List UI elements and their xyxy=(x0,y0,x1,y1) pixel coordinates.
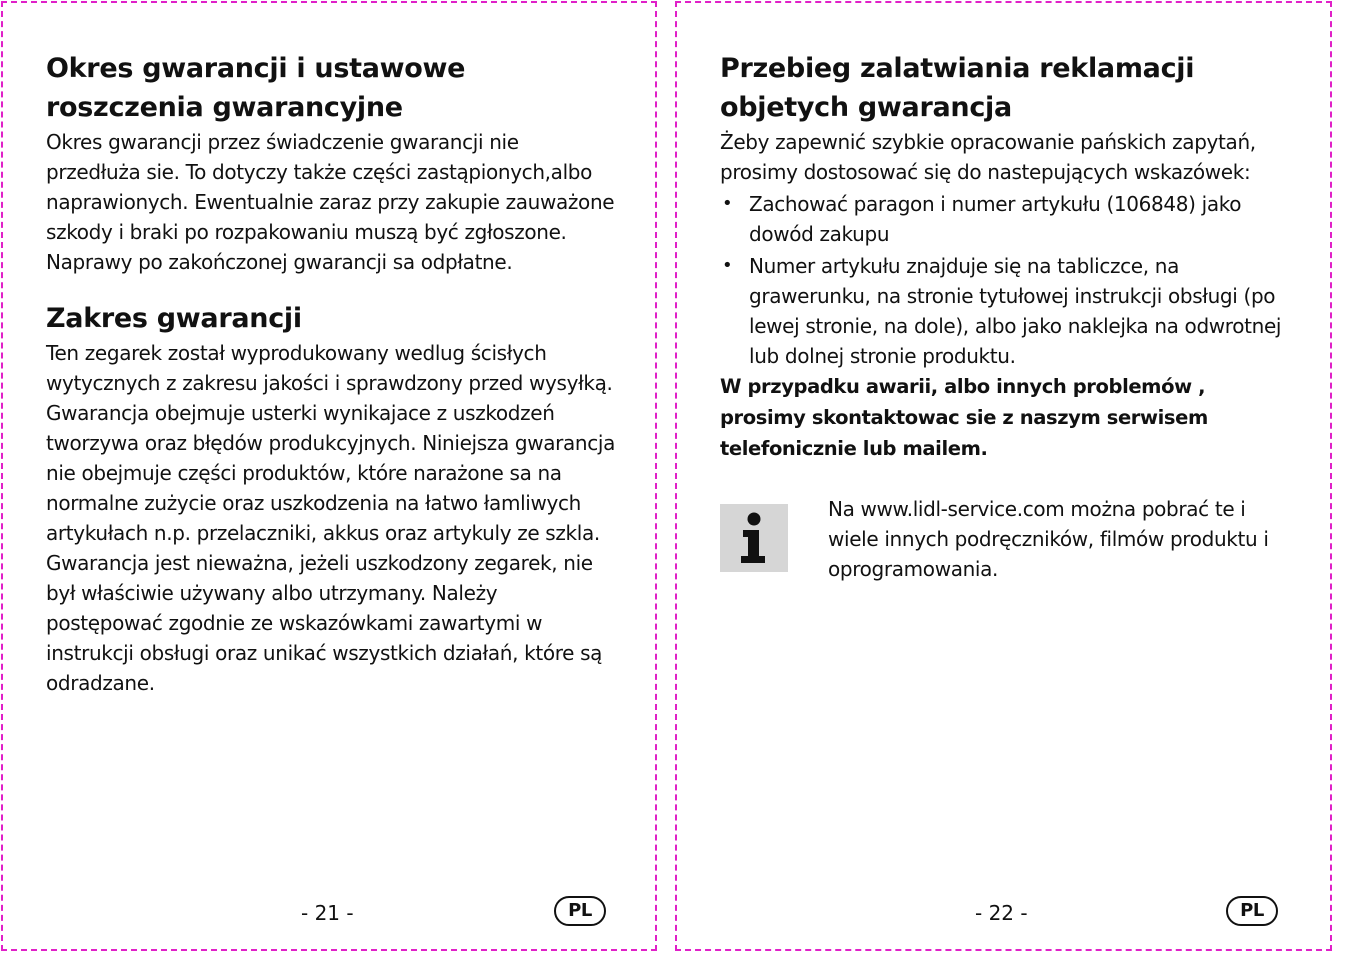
left-page-content xyxy=(46,49,616,698)
right-page-content xyxy=(720,49,1290,464)
language-badge: PL xyxy=(1226,896,1278,926)
left-page xyxy=(1,1,657,951)
warranty-period-heading: Okres gwarancji i ustawowe roszczenia gwarancyjne xyxy=(46,53,466,123)
warranty-scope-paragraph: Ten zegarek został wyprodukowany wedlug ścisłych wytycznych z zakresu jakości i sprawdzony przed wysyłką. Gwarancja obejmuje usterki wynikajace z uszkodzeń tworzywa oraz błędów produkcyjnych. Niniejsza gwarancja nie obejmuje części produktów, które narażone sa na normalne zużycie oraz uszkodzenia na łatwo łamliwych artykułach n.p. przelaczniki, akkus oraz artykuly ze szkla. xyxy=(46,341,615,545)
list-item xyxy=(720,189,1290,249)
warranty-period-paragraph: Okres gwarancji przez świadczenie gwarancji nie przedłuża sie. To dotyczy także części zastąpionych,albo naprawionych. Ewentualnie zaraz przy zakupie zauważone szkody i braki po rozpakowaniu muszą być zgłoszone. Naprawy po zakończonej gwarancji sa odpłatne. xyxy=(46,130,615,274)
claims-bullet-list xyxy=(720,189,1290,371)
claims-intro-paragraph: Żeby zapewnić szybkie opracowanie pańskich zapytań, prosimy dostosować się do nastepujących wskazówek: xyxy=(720,130,1256,184)
page-number: - 22 - xyxy=(975,901,1028,925)
bullet-icon: • xyxy=(722,255,733,276)
list-item xyxy=(720,251,1290,371)
warranty-void-paragraph: Gwarancja jest nieważna, jeżeli uszkodzony zegarek, nie był właściwie używany albo utrzymany. Należy postępować zgodnie ze wskazówkami zawartymi w instrukcji obsługi oraz unikać wszystkich działań, które są odradzane. xyxy=(46,551,603,695)
info-glyph-icon xyxy=(734,511,774,565)
service-contact-note: W przypadku awarii, albo innych problemów , prosimy skontaktowac sie z naszym serwisem telefonicznie lub mailem. xyxy=(720,375,1208,460)
claims-procedure-heading: Przebieg zalatwiania reklamacji objetych gwarancja xyxy=(720,53,1195,123)
list-item-text: Zachować paragon i numer artykułu (106848) jako dowód zakupu xyxy=(749,192,1242,246)
warranty-scope-heading: Zakres gwarancji xyxy=(46,303,302,334)
section-gap xyxy=(46,277,616,299)
language-badge: PL xyxy=(554,896,606,926)
info-icon xyxy=(720,504,788,572)
bullet-icon: • xyxy=(722,193,733,214)
info-notice-text: Na www.lidl-service.com można pobrać te i wiele innych podręczników, filmów produktu i oprogramowania. xyxy=(828,497,1269,581)
list-item-text: Numer artykułu znajduje się na tabliczce, na grawerunku, na stronie tytułowej instrukcji obsługi (po lewej stronie, na dole), albo jako naklejka na odwrotnej lub dolnej stronie produktu. xyxy=(749,254,1282,368)
right-page xyxy=(675,1,1332,951)
page-number: - 21 - xyxy=(301,901,354,925)
